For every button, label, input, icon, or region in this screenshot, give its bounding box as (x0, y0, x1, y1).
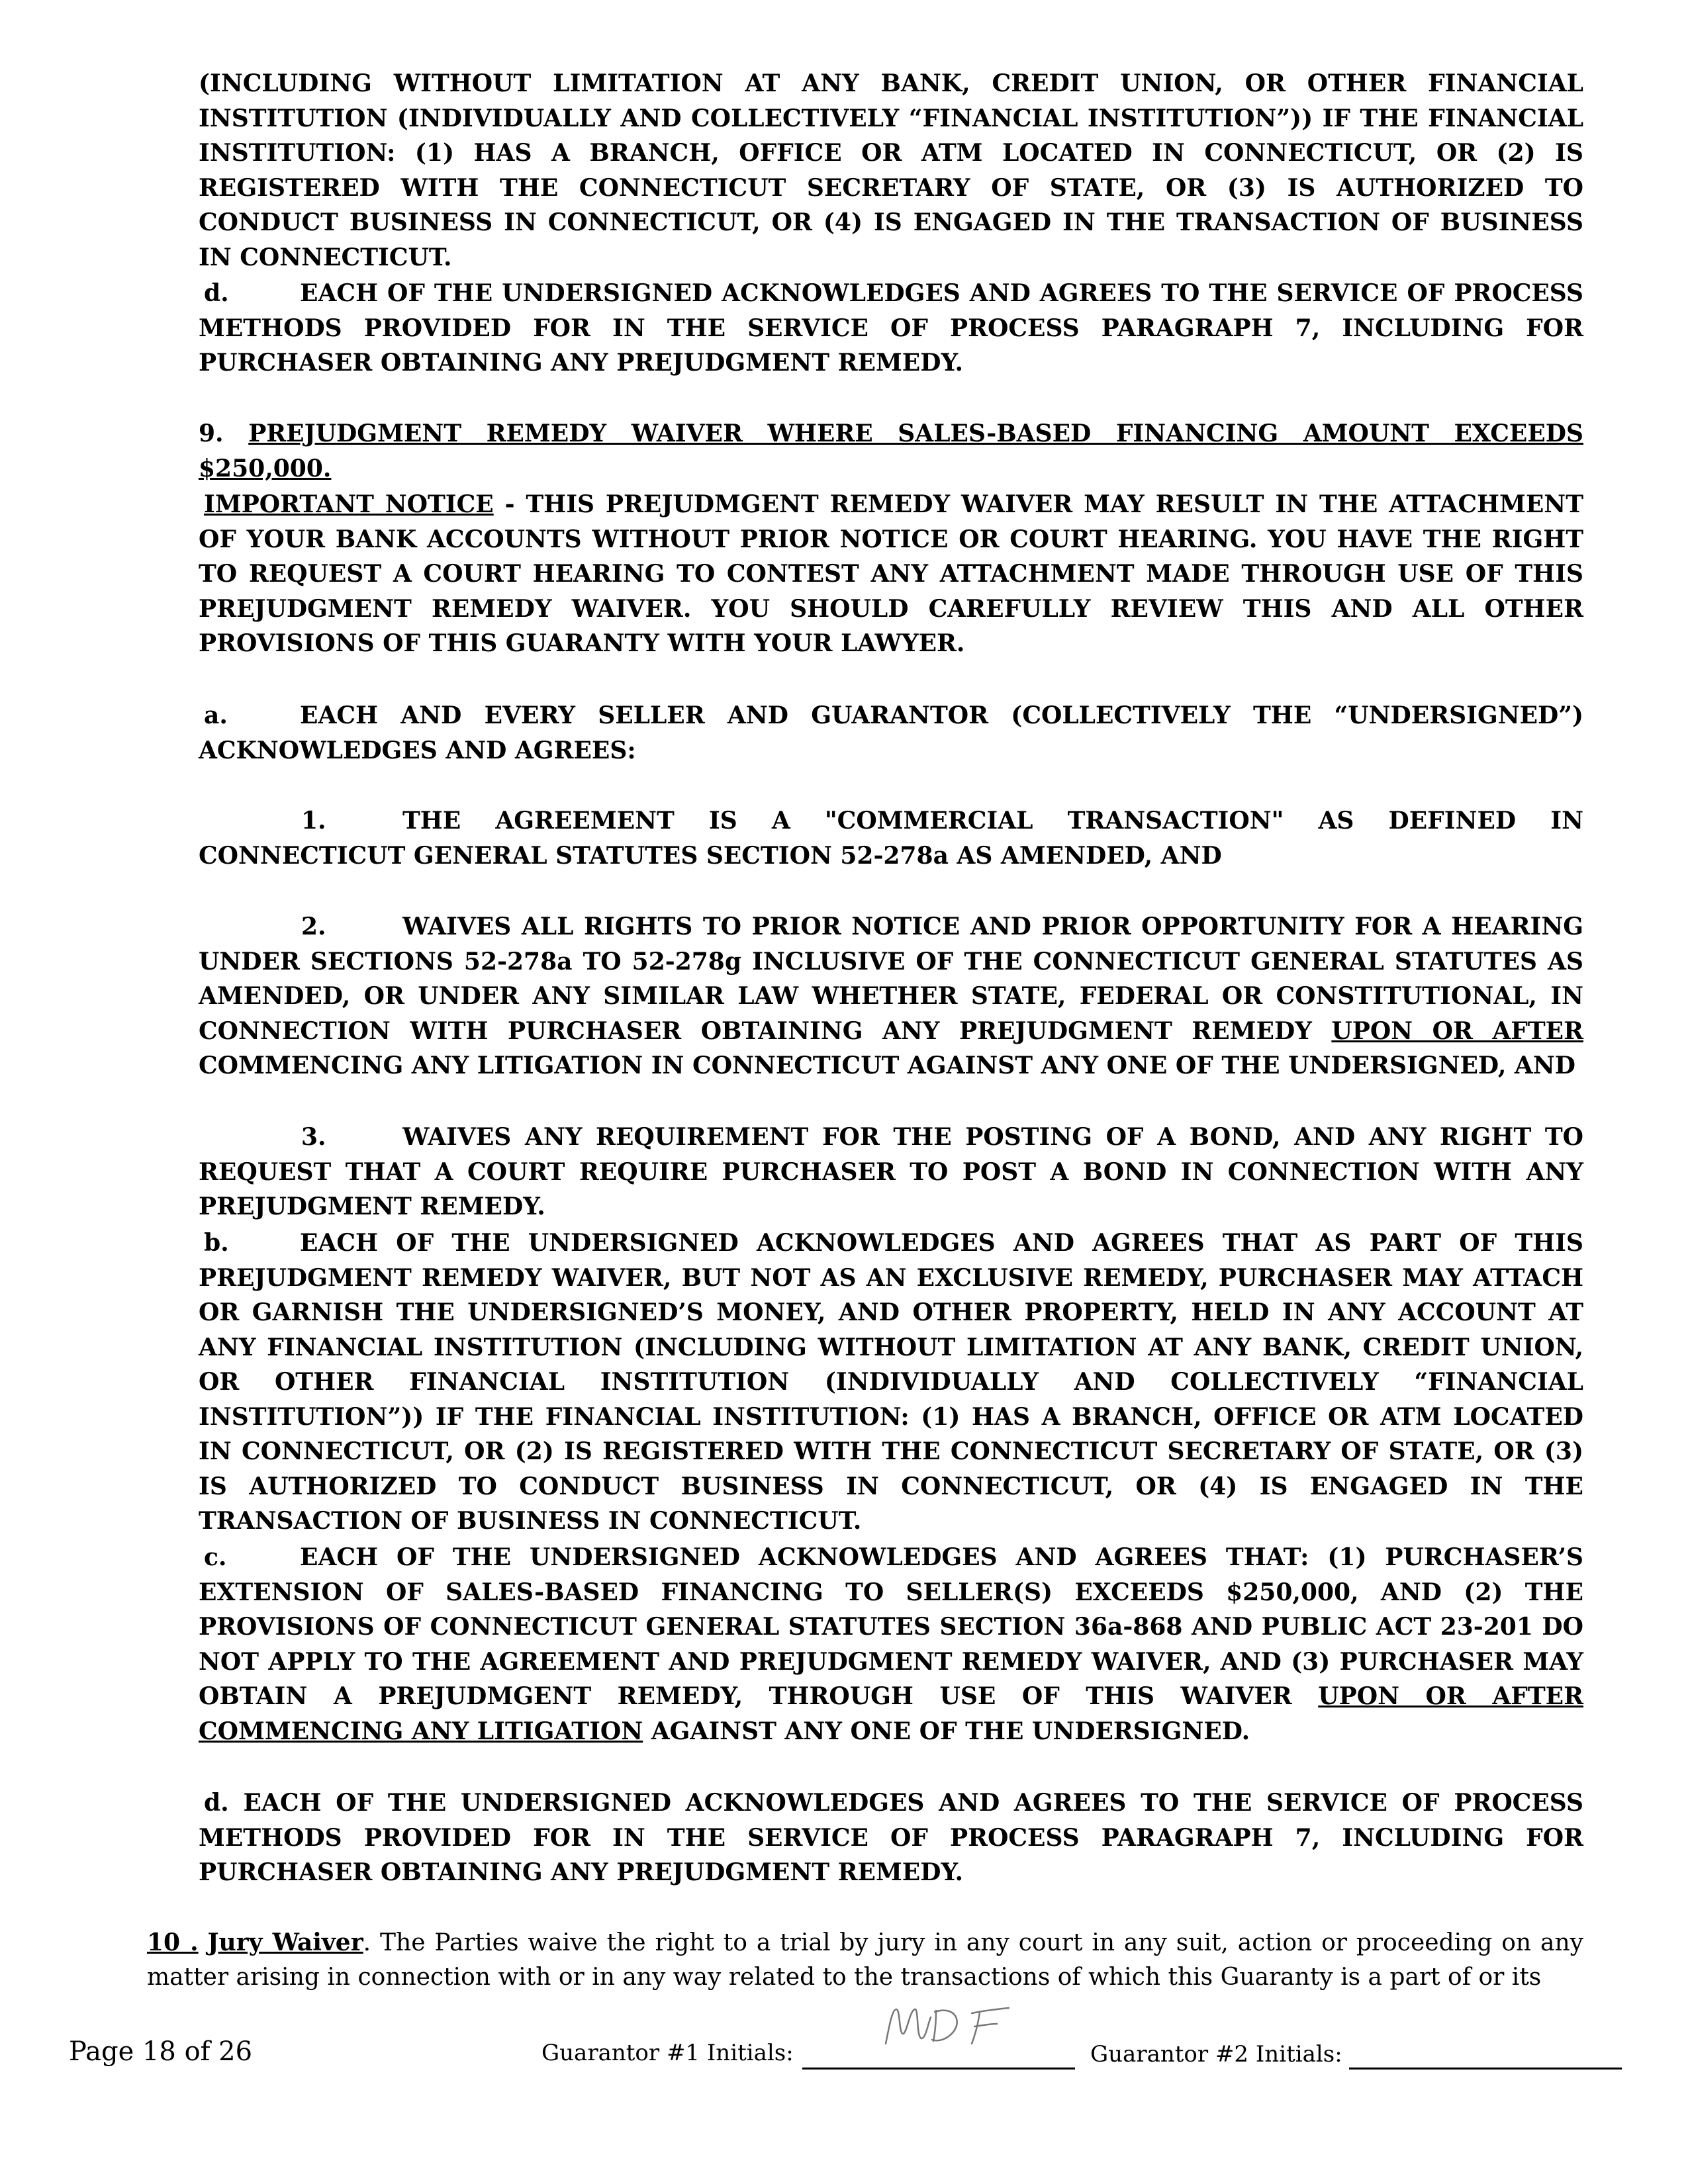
guarantor-2-initials-label: Guarantor #2 Initials: (1090, 2041, 1342, 2068)
sub-item-1-label: 1. (301, 807, 326, 835)
item-a-label: a. (204, 702, 228, 729)
sub-item-1-text: THE AGREEMENT IS A "COMMERCIAL TRANSACTION" AS DEFINED IN CONNECTICUT GENERAL STATUTES SECTION 52-278a AS AMENDED, AND (199, 807, 1583, 870)
important-notice-text: - THIS PREJUDMGENT REMEDY WAIVER MAY RESULT IN THE ATTACHMENT OF YOUR BANK ACCOUNTS WITHOUT PRIOR NOTICE OR COURT HEARING. YOU HAVE THE RIGHT TO REQUEST A COURT HEARING TO CONTEST ANY ATTACHMENT MADE THROUGH USE OF THIS PREJUDGMENT REMEDY WAIVER. YOU SHOULD CAREFULLY REVIEW THIS AND ALL OTHER PROVISIONS OF THIS GUARANTY WITH YOUR LAWYER. (199, 490, 1584, 657)
guarantor-1-initials-signature (872, 1997, 1031, 2057)
sub-item-2-text: WAIVES ALL RIGHTS TO PRIOR NOTICE AND PRIOR OPPORTUNITY FOR A HEARING UNDER SECTIONS 52-278a TO 52-278g INCLUSIVE OF THE CONNECTICUT GENERAL STATUTES AS AMENDED, OR UNDER ANY SIMILAR LAW WHETHER STATE, FEDERAL OR CONSTITUTIONAL, IN CONNECTION WITH PURCHASER OBTAINING ANY PREJUDGMENT REMEDY (199, 913, 1583, 1045)
item-c-paragraph (199, 1540, 1583, 1749)
section-10-title: Jury Waiver (207, 1929, 363, 1956)
guarantor-2-initials-line (1349, 2068, 1622, 2070)
guarantor-1-initials-label: Guarantor #1 Initials: (541, 2040, 794, 2066)
section-9-number: 9. (199, 420, 224, 447)
section-10-text: . The Parties waive the right to a trial by jury in any court in any suit, action or proceeding on any matter arising in connection with or in any way related to the transactions of which this Guaranty is a part of or its (147, 1929, 1583, 1991)
continuation-paragraph: (INCLUDING WITHOUT LIMITATION AT ANY BANK, CREDIT UNION, OR OTHER FINANCIAL INSTITUTION (INDIVIDUALLY AND COLLECTIVELY “FINANCIAL INSTITUTION”)) IF THE FINANCIAL INSTITUTION: (1) HAS A BRANCH, OFFICE OR ATM LOCATED IN CONNECTICUT, OR (2) IS REGISTERED WITH THE CONNECTICUT SECRETARY OF STATE, OR (3) IS AUTHORIZED TO CONDUCT BUSINESS IN CONNECTICUT, OR (4) IS ENGAGED IN THE TRANSACTION OF BUSINESS IN CONNECTICUT. (199, 69, 1583, 271)
important-notice-label: IMPORTANT NOTICE (204, 490, 494, 518)
page-number: Page 18 of 26 (69, 2036, 253, 2067)
item-c-text-after: AGAINST ANY ONE OF THE UNDERSIGNED. (643, 1717, 1250, 1745)
sub-item-3 (199, 1120, 1583, 1224)
sub-item-2-label: 2. (301, 913, 326, 940)
item-d-previous-label: d. (204, 279, 229, 307)
item-d-label: d. (204, 1789, 229, 1817)
item-c-underlined: UPON OR AFTER COMMENCING ANY LITIGATION (199, 1682, 1583, 1745)
item-b-paragraph (199, 1226, 1583, 1539)
item-d-previous (199, 276, 1583, 381)
important-notice-paragraph (199, 487, 1583, 661)
item-b-label: b. (204, 1229, 229, 1257)
section-9-heading (199, 416, 1583, 486)
item-d-paragraph (199, 1786, 1583, 1890)
item-d-previous-text: EACH OF THE UNDERSIGNED ACKNOWLEDGES AND AGREES TO THE SERVICE OF PROCESS METHODS PROVIDED FOR IN THE SERVICE OF PROCESS PARAGRAPH 7, INCLUDING FOR PURCHASER OBTAINING ANY PREJUDGMENT REMEDY. (199, 279, 1583, 377)
item-b-text: EACH OF THE UNDERSIGNED ACKNOWLEDGES AND AGREES THAT AS PART OF THIS PREJUDGMENT REMEDY WAIVER, BUT NOT AS AN EXCLUSIVE REMEDY, PURCHASER MAY ATTACH OR GARNISH THE UNDERSIGNED’S MONEY, AND OTHER PROPERTY, HELD IN ANY ACCOUNT AT ANY FINANCIAL INSTITUTION (INCLUDING WITHOUT LIMITATION AT ANY BANK, CREDIT UNION, OR OTHER FINANCIAL INSTITUTION (INDIVIDUALLY AND COLLECTIVELY “FINANCIAL INSTITUTION”)) IF THE FINANCIAL INSTITUTION: (1) HAS A BRANCH, OFFICE OR ATM LOCATED IN CONNECTICUT, OR (2) IS REGISTERED WITH THE CONNECTICUT SECRETARY OF STATE, OR (3) IS AUTHORIZED TO CONDUCT BUSINESS IN CONNECTICUT, OR (4) IS ENGAGED IN THE TRANSACTION OF BUSINESS IN CONNECTICUT. (199, 1229, 1583, 1535)
sub-item-3-text: WAIVES ANY REQUIREMENT FOR THE POSTING OF A BOND, AND ANY RIGHT TO REQUEST THAT A COURT REQUIRE PURCHASER TO POST A BOND IN CONNECTION WITH ANY PREJUDGMENT REMEDY. (199, 1123, 1583, 1220)
section-10-number: 10 . (147, 1929, 199, 1956)
sub-item-2-underlined: UPON OR AFTER (1331, 1017, 1583, 1045)
section-10-paragraph (147, 1925, 1583, 1995)
item-a-paragraph (199, 698, 1583, 768)
item-c-text: EACH OF THE UNDERSIGNED ACKNOWLEDGES AND AGREES THAT: (1) PURCHASER’S EXTENSION OF SALES-BASED FINANCING TO SELLER(S) EXCEEDS $250,000, AND (2) THE PROVISIONS OF CONNECTICUT GENERAL STATUTES SECTION 36a-868 AND PUBLIC ACT 23-201 DO NOT APPLY TO THE AGREEMENT AND PREJUDGMENT REMEDY WAIVER, AND (3) PURCHASER MAY OBTAIN A PREJUDMGENT REMEDY, THROUGH USE OF THIS WAIVER (199, 1543, 1583, 1710)
sub-item-3-label: 3. (301, 1123, 326, 1151)
item-c-label: c. (204, 1543, 227, 1571)
guarantor-1-initials-line (802, 2068, 1075, 2070)
sub-item-2-text-after: COMMENCING ANY LITIGATION IN CONNECTICUT AGAINST ANY ONE OF THE UNDERSIGNED, AND (199, 1052, 1575, 1079)
item-d-text: EACH OF THE UNDERSIGNED ACKNOWLEDGES AND AGREES TO THE SERVICE OF PROCESS METHODS PROVIDED FOR IN THE SERVICE OF PROCESS PARAGRAPH 7, INCLUDING FOR PURCHASER OBTAINING ANY PREJUDGMENT REMEDY. (199, 1789, 1583, 1886)
item-a-text: EACH AND EVERY SELLER AND GUARANTOR (COLLECTIVELY THE “UNDERSIGNED”) ACKNOWLEDGES AND AGREES: (199, 702, 1583, 764)
sub-item-1 (199, 803, 1583, 873)
sub-item-2 (199, 909, 1583, 1083)
section-9-title: PREJUDGMENT REMEDY WAIVER WHERE SALES-BASED FINANCING AMOUNT EXCEEDS $250,000. (199, 420, 1583, 482)
